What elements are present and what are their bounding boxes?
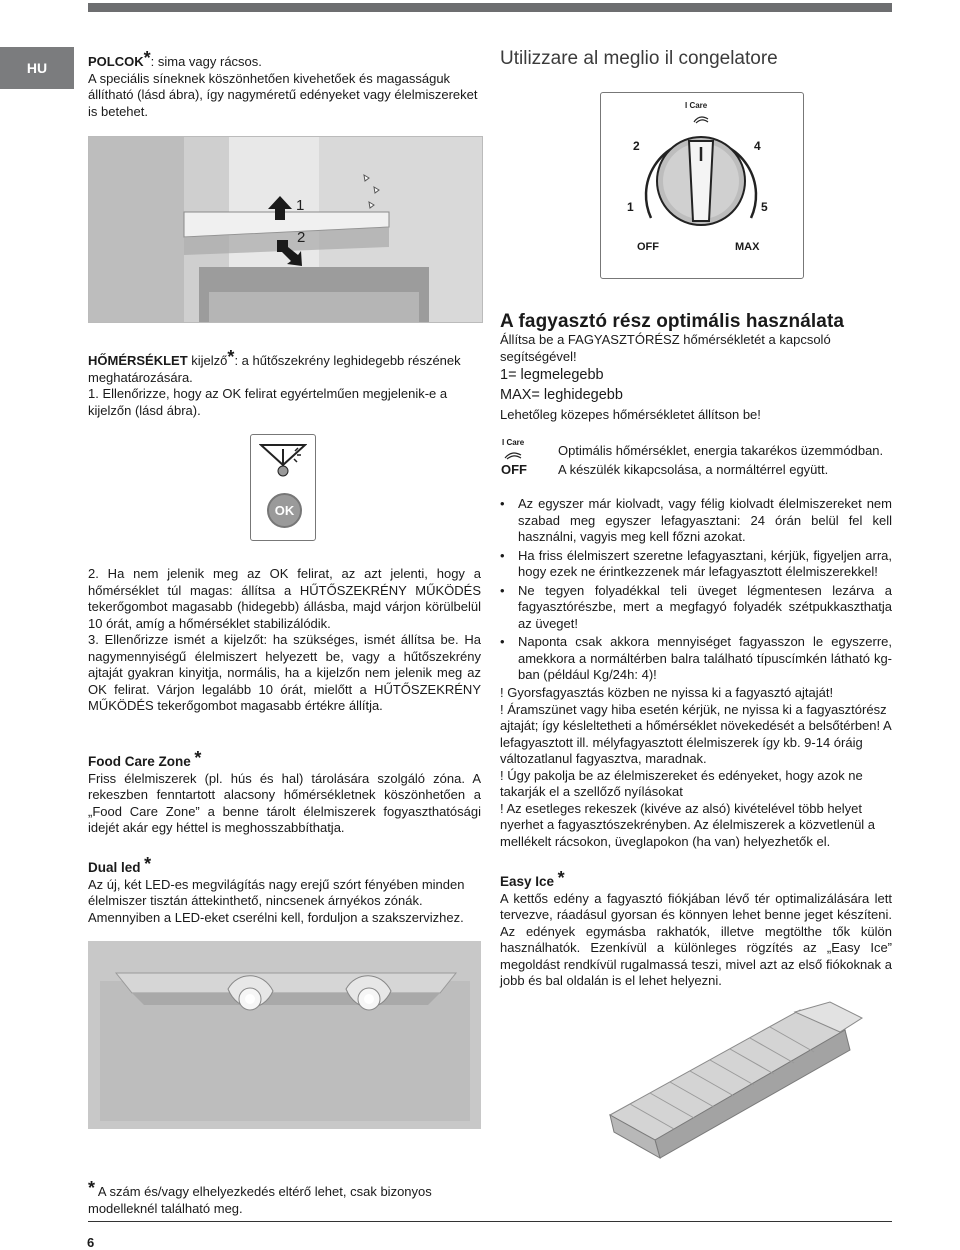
dial-care-label: I Care (685, 101, 708, 110)
polcok-section (88, 50, 481, 120)
bullet-item: • Ha friss élelmiszert szeretne lefagyasztani, kérjük, figyeljen arra, hogy ezek ne érintkezzenek már lefagyasztott élelmiszerekkel! (500, 548, 892, 581)
food-care-section (88, 750, 481, 837)
food-care-body: Friss élelmiszerek (pl. hús és hal) tárolására szolgáló zóna. A rekeszben fenntartott alacsony hőmérsékletnek köszönhetően a „Food Care Zone” a benne tárolt élelmiszerek fogyaszthatósági idejét akár egy héttel is meghosszabbíthatja. (88, 770, 481, 835)
led-illustration (88, 941, 481, 1129)
asterisk: * (227, 347, 235, 367)
freezer-instructions (500, 332, 892, 424)
legend-off-label: OFF (501, 462, 527, 477)
freezer-line-1: Állítsa be a FAGYASZTÓRÉSZ hőmérsékletét a kapcsoló segítségével! (500, 332, 831, 364)
homerseklet-title-rest1: kijelző (187, 353, 228, 368)
page-number: 6 (87, 1235, 95, 1250)
steps-section (88, 566, 481, 715)
asterisk: * (88, 1178, 96, 1198)
homerseklet-title: HŐMÉRSÉKLET (88, 353, 188, 368)
easy-ice-title: Easy Ice (500, 874, 555, 889)
bullet-item: • Ne tegyen folyadékkal teli üveget légmentesen lezárva a fagyasztórészbe, mert a megfagyó folyadék szétpukkaszthatja az üveget! (500, 583, 892, 633)
warning-item: ! Gyorsfagyasztás közben ne nyissa ki a fagyasztó ajtaját! (500, 685, 834, 700)
bullet-item: • Az egyszer már kiolvadt, vagy félig kiolvadt élelmiszereket nem szabad meg egyszer lefagyasztani: 24 órán belül fel kell használni, vagyis meg kell főzni azokat. (500, 496, 892, 546)
shelf-drawing (89, 137, 482, 322)
dual-led-body: Az új, két LED-es megvilágítás nagy erejű szórt fényében minden élelmiszer tisztán áttekinthető, nincsenek árnyékos zónák. Amennyiben a LED-eket cserélni kell, forduljon a szakszervizhez. (88, 876, 465, 925)
polcok-title: POLCOK (88, 54, 144, 69)
warning-item: ! Úgy pakolja be az élelmiszereket és edényeket, hogy azok ne takarják el a szellőző nyílásokat (500, 767, 863, 799)
ice-tray-drawing (600, 1000, 870, 1160)
arrow-up-icon (267, 195, 293, 224)
shelf-illustration (88, 136, 483, 323)
polcok-title-rest: : sima vagy rácsos. (150, 54, 262, 69)
footer-divider (88, 1221, 892, 1222)
thermostat-dial-panel (600, 92, 804, 279)
dial-knob[interactable] (601, 93, 803, 278)
dial-off-label: OFF (637, 241, 659, 253)
step-3: 3. Ellenőrizze ismét a kijelzőt: ha szükséges, ismét állítsa be. Ha nagymennyiségű élelmiszert helyezett be, vagy a hűtőszekrény ajtaját gyakran kinyitja, normális, ha a kijelzőn nem jelenik meg az OK felirat. Várjon legalább 10 órát, mielőtt a HŰTŐSZEKRÉNY MŰKÖDÉS tekerőgombot magasabb értékre állítja. (88, 632, 481, 713)
footnote-text: A szám és/vagy elhelyezkedés eltérő lehet, csak bizonyos modelleknél található meg. (88, 1184, 432, 1216)
top-bar (88, 3, 892, 12)
temperature-indicator (250, 434, 316, 541)
easy-ice-section (500, 870, 892, 990)
freezer-bullets (500, 496, 892, 686)
asterisk: * (144, 854, 152, 874)
dial-max-label: MAX (735, 241, 760, 253)
dual-led-title: Dual led (88, 860, 141, 875)
freezer-warnings (500, 685, 892, 850)
freezer-line-2: 1= legmelegebb (500, 367, 604, 383)
dial-mark-2: 2 (633, 139, 640, 153)
italian-title: Utilizzare al meglio il congelatore (500, 48, 778, 69)
legend-care-text: Optimális hőmérséklet, energia takarékos üzemmódban. (558, 443, 884, 458)
homerseklet-section (88, 349, 481, 419)
dual-led-section (88, 856, 481, 926)
food-care-title: Food Care Zone (88, 754, 191, 769)
legend-care-label: I Care (502, 438, 525, 447)
bullet-item: • Naponta csak akkora mennyiséget fagyasszon le egyszerre, amekkora a normáltérben balra található típuscímkén látható kg-ban (például Kg/24h: 4)! (500, 634, 892, 684)
dial-mark-1: 1 (627, 200, 634, 214)
homerseklet-title-rest2: : a hűtőszekrény leghidegebb részének meghatározására. (88, 353, 461, 385)
polcok-body: A speciális síneknek köszönhetően kivehetőek és magasságuk állítható (lásd ábra), így nagyméretű edényeket vagy élelmiszereket is betehet. (88, 70, 478, 119)
easy-ice-body: A kettős edény a fagyasztó fiókjában lévő tér optimalizálására lett tervezve, ráadásul gyorsan és könnyen lehet benne jeget készíteni. Az edények egymásba rakhatók, illetve megtölthe tők külön használhatók. Ezenkívül a különleges rögzítés az „Easy Ice” megoldást rendkívül rugalmassá teszi, mivel azt az első fiókoknak a jobb és bal oldalán is el lehet helyezni. (500, 890, 892, 988)
warning-item: ! Áramszünet vagy hiba esetén kérjük, ne nyissa ki a fagyasztórész ajtaját; így késleltetheti a hőmérséklet növekedését a belsőtérben! A lefagyasztott ill. mélyfagyasztott élelmiszerek így kb. 9-14 óráig változatlanul fagyasztva, maradnak. (500, 701, 891, 766)
led-drawing (88, 941, 481, 1129)
care-leaf-icon (504, 448, 522, 463)
thermometer-snowflake-icon (259, 443, 307, 479)
asterisk: * (557, 868, 565, 888)
step-2: 2. Ha nem jelenik meg az OK felirat, az azt jelenti, hogy a hőmérséklet túl magas: állítsa a HŰTŐSZEKRÉNY MŰKÖDÉS tekerőgombot magasabb (hidegebb) állásba, majd várjon körülbelül 10 órát, amíg a hőmérséklet stabilizálódik. (88, 566, 481, 631)
freezer-legend (500, 438, 892, 478)
arrow-label-1: 1 (296, 197, 305, 214)
footnote (88, 1180, 481, 1217)
warning-item: ! Az esetleges rekeszek (kivéve az alsó) kivételével több helyet nyerhet a fagyasztószekrényben. Az élelmiszerek a közvetlenül a mellékelt rácsokon, üveglapokon (ha van) helyezhetők el. (500, 800, 876, 849)
freezer-title: A fagyasztó rész optimális használata (500, 311, 845, 332)
easy-ice-illustration (600, 1000, 870, 1160)
dial-mark-4: 4 (754, 139, 761, 153)
legend-off-text: A készülék kikapcsolása, a normáltérrel együtt. (558, 462, 829, 477)
homerseklet-step-1: 1. Ellenőrizze, hogy az OK felirat egyértelműen megjelenik-e a kijelzőn (lásd ábra). (88, 386, 448, 418)
asterisk: * (194, 748, 202, 768)
language-tab: HU (0, 47, 74, 89)
freezer-line-4: Lehetőleg közepes hőmérsékletet állítson be! (500, 407, 761, 422)
dial-mark-5: 5 (761, 200, 768, 214)
freezer-line-3: MAX= leghidegebb (500, 387, 623, 403)
asterisk: * (143, 48, 151, 68)
ok-badge: OK (267, 493, 302, 528)
arrow-label-2: 2 (297, 229, 306, 246)
